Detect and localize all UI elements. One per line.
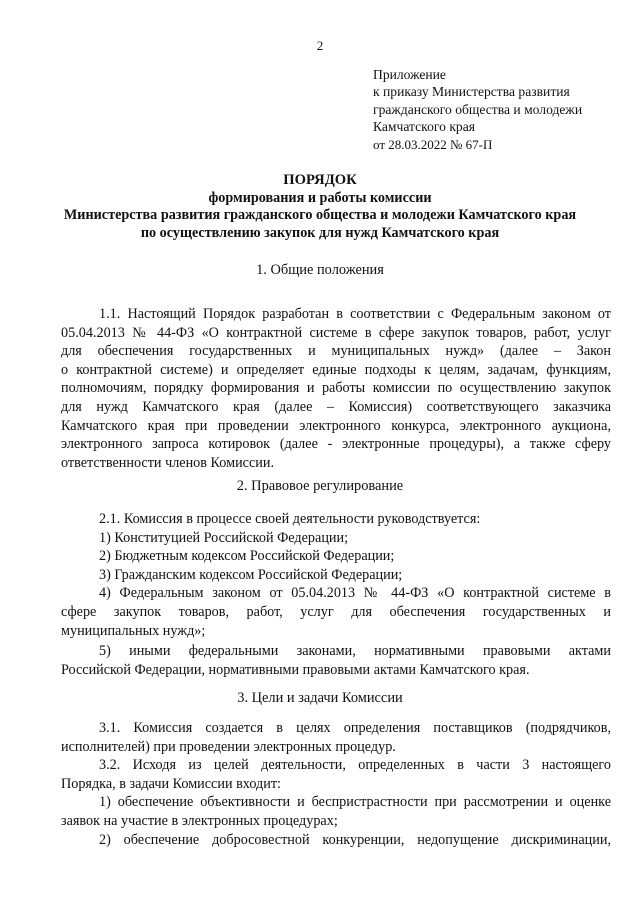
text-line: 4) Федеральным законом от 05.04.2013 № 44-ФЗ «О контрактной системе в [99,585,611,602]
paragraph [61,719,611,849]
text-line: 5) иными федеральными законами, нормативными правовыми актами [99,643,611,659]
text-line: 2.1. Комиссия в процессе своей деятельности руководствуется: [99,511,481,527]
text-line: 1) Конституцией Российской Федерации; [99,529,349,546]
paragraph [61,642,611,679]
text-line: электронного запроса котировок (далее - электронные процедуры), а также сферу [61,436,611,453]
appendix-line: Приложение [373,67,446,82]
paragraph [61,305,611,472]
text-line: исполнителей) при проведении электронных процедур. [61,738,396,755]
text-line: для обеспечения государственных и муниципальных нужд» (далее – Закон [61,343,611,360]
appendix-line: Камчатского края [373,119,476,135]
text-line: 3.2. Исходя из целей деятельности, определенных в части 3 настоящего [99,757,611,774]
section-heading: 1. Общие положения [256,262,384,278]
appendix-date: от 28.03.2022 № 67-П [373,136,493,152]
text-line: о контрактной системе) и определяет единые подходы к целям, задачам, функциям, [61,361,611,378]
text-line: полномочиям, порядку формирования и работы комиссии по осуществлению закупок [61,380,611,397]
title-line: ПОРЯДОК [283,172,357,188]
text-line: Камчатского края при проведении электронного конкурса, электронного аукциона, [61,417,611,434]
text-line: заявок на участие в электронных процедурах; [61,812,338,829]
section-heading: 3. Цели и задачи Комиссии [237,690,403,706]
section-heading: 2. Правовое регулирование [236,478,404,494]
title-line: Министерства развития гражданского общества и молодежи Камчатского края [63,207,577,223]
title-line: по осуществлению закупок для нужд Камчатского края [140,224,500,241]
text-line: 2) Бюджетным кодексом Российской Федерации; [99,548,395,565]
text-line: 1) обеспечение объективности и беспристрастности при рассмотрении и оценке [99,794,611,811]
appendix-line: к приказу Министерства развития [373,84,570,100]
text-line: для нужд Камчатского края (далее – Комиссия) соответствующего заказчика [61,398,611,415]
title-line: формирования и работы комиссии [208,189,432,206]
text-line: 05.04.2013 № 44-ФЗ «О контрактной системе в сфере закупок товаров, работ, услуг [61,324,611,341]
page-number: 2 [316,38,324,53]
text-line: 3) Гражданским кодексом Российской Федерации; [99,566,403,583]
document-title [0,172,640,242]
text-line: муниципальных нужд»; [61,622,206,639]
appendix-line: гражданского общества и молодежи [373,101,583,117]
appendix-block [373,66,633,153]
text-line: Российской Федерации, нормативными правовыми актами Камчатского края. [61,661,530,678]
text-line: 3.1. Комиссия создается в целях определения поставщиков (подрядчиков, [99,720,611,736]
text-line: 2) обеспечение добросовестной конкуренции, недопущение дискриминации, [99,831,611,848]
text-line: сфере закупок товаров, работ, услуг для обеспечения государственных и [61,603,611,620]
text-line: ответственности членов Комиссии. [61,454,274,471]
text-line: 1.1. Настоящий Порядок разработан в соответствии с Федеральным законом от [99,306,611,322]
text-line: Порядка, в задачи Комиссии входит: [61,775,281,792]
paragraph [61,510,611,640]
